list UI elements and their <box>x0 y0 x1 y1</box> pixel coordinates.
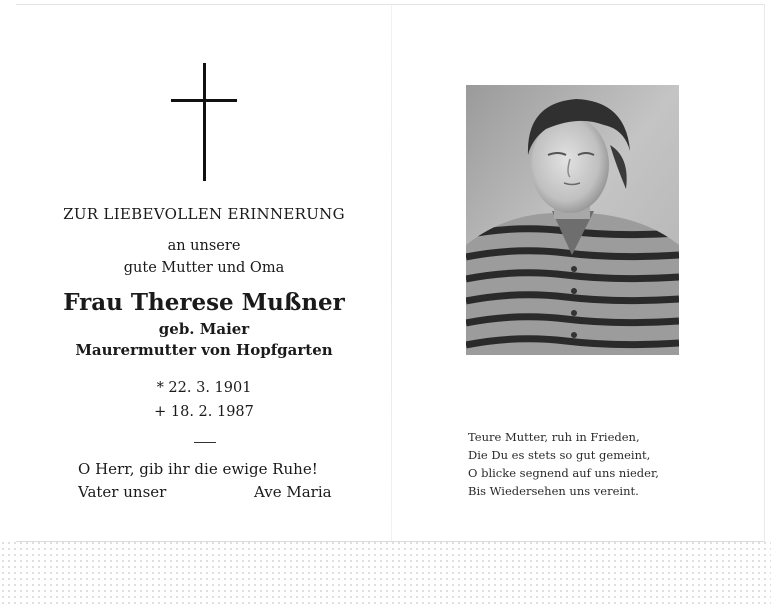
intro-line-2: gute Mutter und Oma <box>123 260 285 276</box>
poem-line: Teure Mutter, ruh in Frieden, <box>468 430 640 444</box>
memorial-card <box>16 4 765 542</box>
poem-line: Bis Wiedersehen uns vereint. <box>468 484 639 498</box>
intro-line-1: an unsere <box>167 238 241 254</box>
deceased-name: Frau Therese Mußner <box>63 289 345 316</box>
cross-horizontal-bar <box>171 99 237 102</box>
poem-verse <box>468 428 659 500</box>
prayer-vater-unser: Vater unser <box>78 483 167 501</box>
scan-background <box>0 540 771 606</box>
card-heading: ZUR LIEBEVOLLEN ERINNERUNG <box>63 205 345 223</box>
origin-line: Maurermutter von Hopfgarten <box>75 341 333 359</box>
poem-line: O blicke segnend auf uns nieder, <box>468 466 659 480</box>
portrait-photo <box>466 85 679 355</box>
prayer-ave-maria: Ave Maria <box>254 483 332 501</box>
cross-vertical-bar <box>203 63 206 181</box>
poem-line: Die Du es stets so gut gemeint, <box>468 448 651 462</box>
maiden-name: geb. Maier <box>158 320 250 338</box>
divider-dash <box>194 442 216 443</box>
birth-date: * 22. 3. 1901 <box>156 380 252 396</box>
prayer-line: O Herr, gib ihr die ewige Ruhe! <box>78 460 318 478</box>
death-date: + 18. 2. 1987 <box>154 404 254 420</box>
